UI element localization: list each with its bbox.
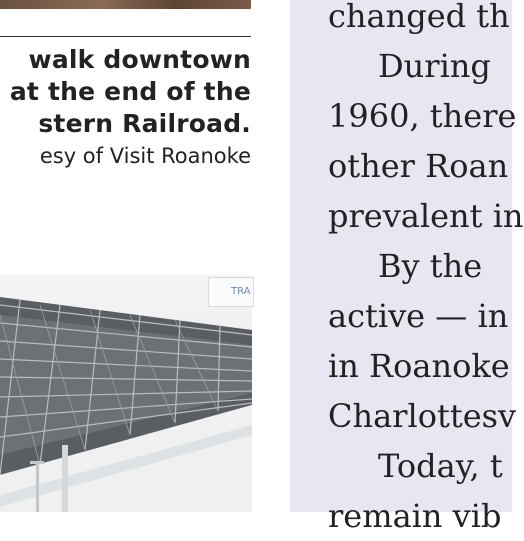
- caption-line-1: walk downtown: [28, 45, 251, 74]
- article-line: 1960, there: [328, 97, 517, 135]
- photo-top-edge: [0, 0, 251, 9]
- article-line: Charlottesv: [328, 397, 517, 435]
- article-line: Today, t: [378, 447, 503, 485]
- article-line: in Roanoke: [328, 347, 510, 385]
- article-sidebar: [290, 0, 524, 535]
- station-roof-photo: [0, 275, 252, 512]
- station-sign: TRA: [208, 277, 254, 307]
- photo-caption: [0, 44, 251, 172]
- photo-credit: esy of Visit Roanoke: [39, 144, 251, 168]
- article-line: changed th: [328, 0, 510, 35]
- roof-truss-image: [0, 275, 252, 512]
- article-line: remain vib: [328, 497, 502, 535]
- article-text: [328, 0, 524, 541]
- article-line: By the: [378, 247, 483, 285]
- caption-line-3: stern Railroad.: [38, 109, 251, 138]
- caption-rule: [0, 36, 251, 37]
- article-line: During: [378, 47, 491, 85]
- article-line: other Roan: [328, 147, 509, 185]
- caption-line-2: at the end of the: [9, 77, 251, 106]
- article-line: prevalent in: [328, 197, 524, 235]
- article-line: active — in: [328, 297, 509, 335]
